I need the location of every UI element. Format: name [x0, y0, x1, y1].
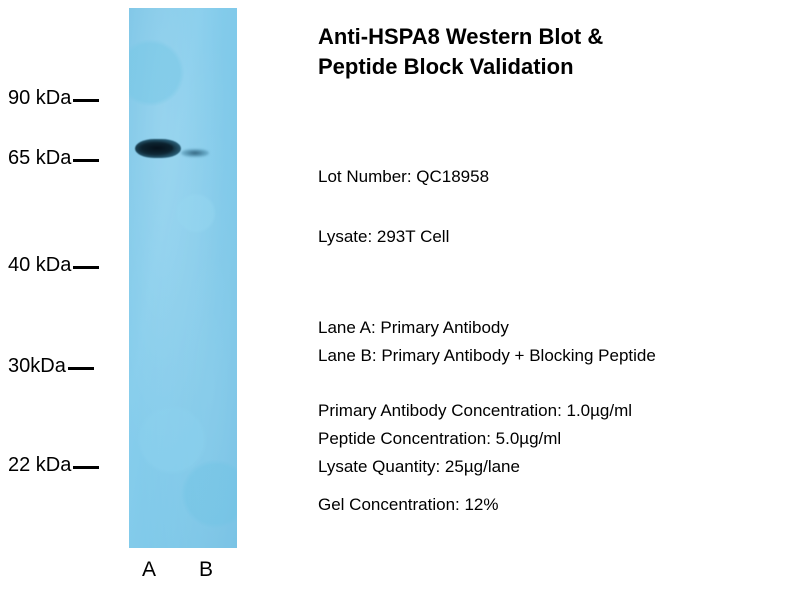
ladder-tick-icon — [73, 99, 99, 102]
gel-concentration-text: Gel Concentration: 12% — [318, 495, 499, 514]
lane-label-a: A — [142, 558, 157, 581]
ladder-marker-30-label: 30kDa — [8, 355, 66, 377]
ladder-marker-65 — [8, 148, 99, 168]
lysate-quantity-text: Lysate Quantity: 25µg/lane — [318, 457, 520, 476]
blot-info-panel — [318, 0, 800, 600]
ladder-marker-22 — [8, 455, 99, 475]
peptide-concentration-text: Peptide Concentration: 5.0µg/ml — [318, 429, 562, 448]
ladder-marker-90-label: 90 kDa — [8, 87, 72, 109]
ladder-marker-40-label: 40 kDa — [8, 254, 72, 276]
lane-label-b: B — [199, 558, 214, 581]
ladder-tick-icon — [73, 266, 99, 269]
ladder-tick-icon — [68, 367, 94, 370]
lane-b-description: Lane B: Primary Antibody + Blocking Peptide — [318, 346, 656, 365]
lot-number-text: Lot Number: QC18958 — [318, 167, 490, 186]
band-lane-a-core — [141, 143, 173, 153]
ladder-tick-icon — [73, 466, 99, 469]
figure-title-line-1: Anti-HSPA8 Western Blot & — [318, 24, 604, 49]
ladder-marker-30 — [8, 356, 94, 376]
ladder-marker-65-label: 65 kDa — [8, 147, 72, 169]
primary-antibody-concentration-text: Primary Antibody Concentration: 1.0µg/ml — [318, 401, 633, 420]
western-blot-figure — [0, 0, 310, 600]
ladder-tick-icon — [73, 159, 99, 162]
lysate-text: Lysate: 293T Cell — [318, 227, 450, 246]
ladder-marker-40 — [8, 255, 99, 275]
band-lane-b — [181, 149, 209, 157]
lane-a-description: Lane A: Primary Antibody — [318, 318, 509, 337]
gel-lane-strip — [129, 8, 237, 548]
ladder-marker-90 — [8, 88, 99, 108]
ladder-marker-22-label: 22 kDa — [8, 454, 72, 476]
figure-title-line-2: Peptide Block Validation — [318, 54, 574, 79]
figure-title — [318, 22, 788, 82]
